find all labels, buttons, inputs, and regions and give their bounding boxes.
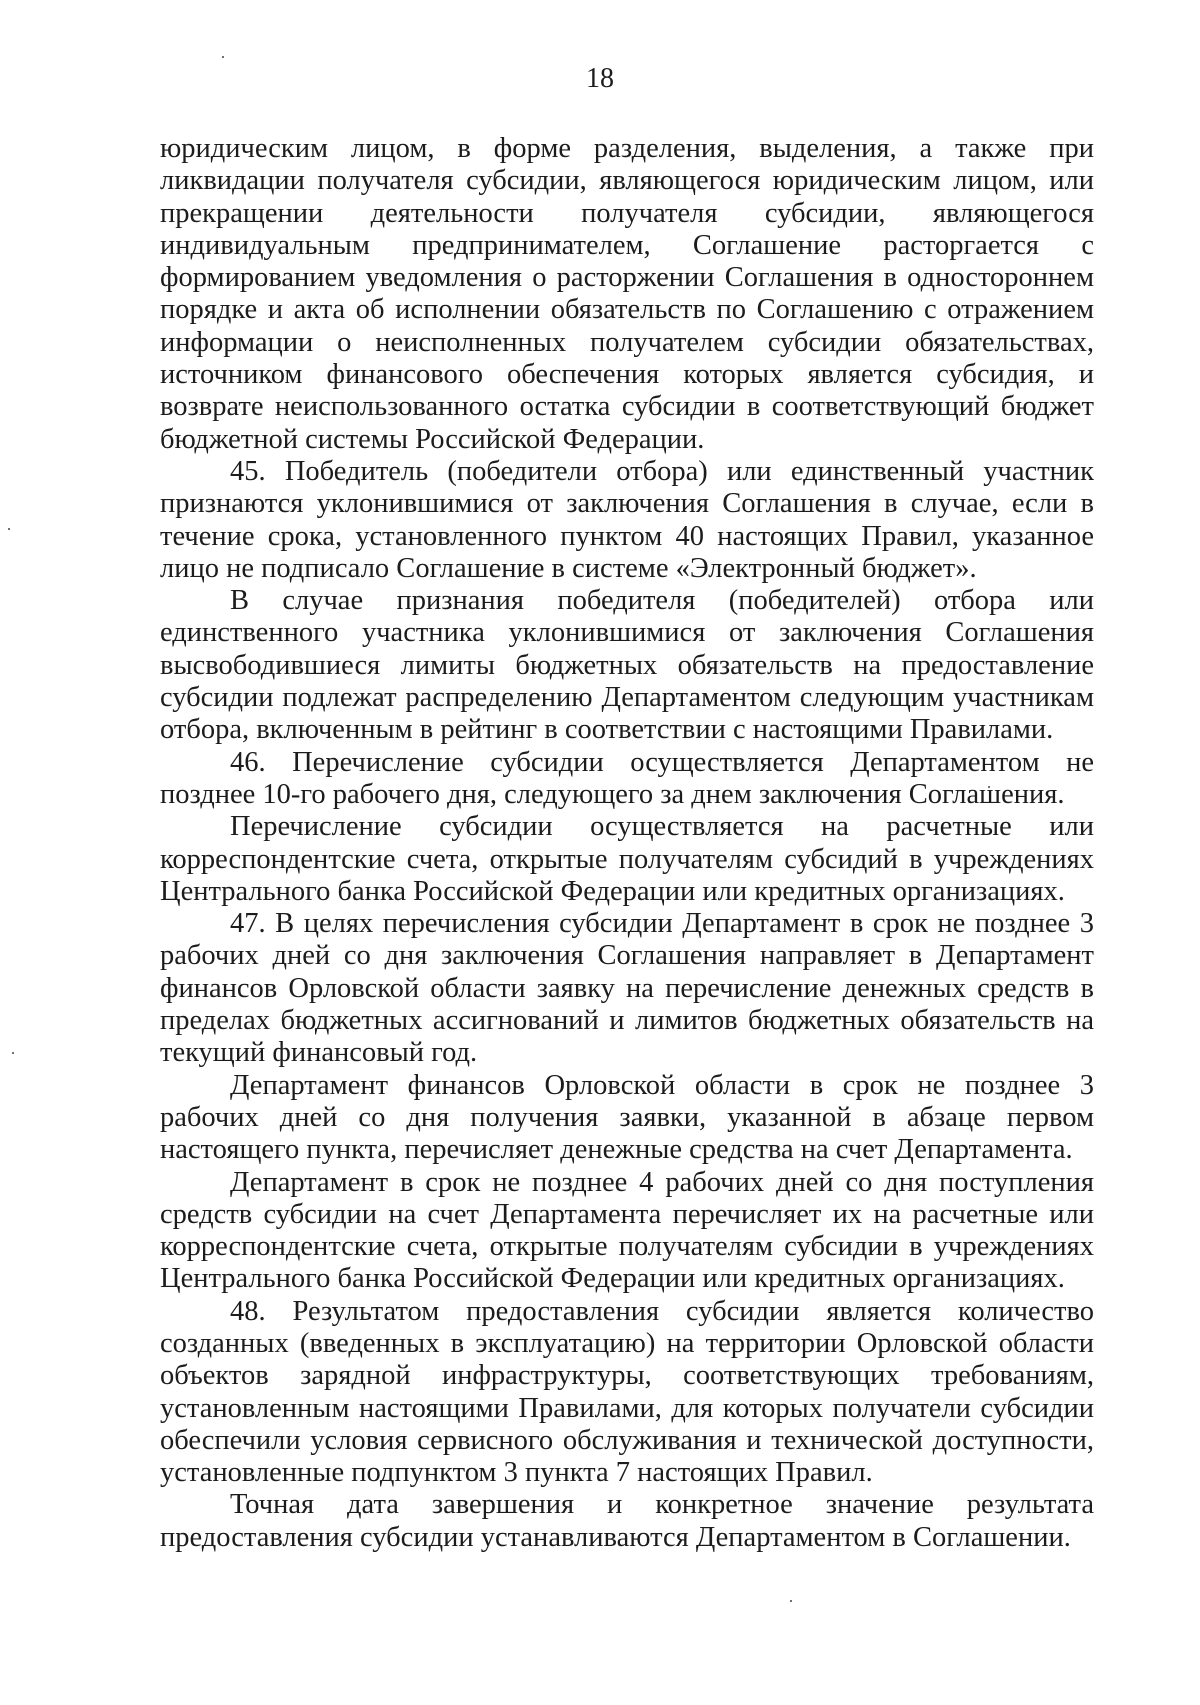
page-number: 18: [586, 63, 614, 94]
paragraph-continuation: юридическим лицом, в форме разделения, выделения, а также при ликвидации получателя субсидии, являющегося юридическим лицом, или прекращении деятельности получателя субсидии, являющегося индивидуальным предпринимателем, Соглашение расторгается с формированием уведомления о расторжении Соглашения в одностороннем порядке и акта об исполнении обязательств по Соглашению с отражением информации о неисполненных получателем субсидии обязательствах, источником финансового обеспечения которых является субсидия, и возврате неиспользованного остатка субсидии в соответствующий бюджет бюджетной системы Российской Федерации.: [160, 133, 1094, 455]
scan-speck: [790, 1600, 792, 1602]
paragraph-item-47: 47. В целях перечисления субсидии Департамент в срок не позднее 3 рабочих дней со дня заключения Соглашения направляет в Департамент финансов Орловской области заявку на перечисление денежных средств в пределах бюджетных ассигнований и лимитов бюджетных обязательств на текущий финансовый год.: [160, 908, 1094, 1069]
paragraph-item-47-clause-1: Департамент финансов Орловской области в срок не позднее 3 рабочих дней со дня получения заявки, указанной в абзаце первом настоящего пункта, перечисляет денежные средства на счет Департамента.: [160, 1069, 1094, 1166]
paragraph-item-48-clause: Точная дата завершения и конкретное значение результата предоставления субсидии устанавливаются Департаментом в Соглашении.: [160, 1489, 1094, 1553]
scan-speck: [222, 56, 224, 58]
paragraph-item-46: 46. Перечисление субсидии осуществляется Департаментом не позднее 10-го рабочего дня, следующего за днем заключения Соглашения.: [160, 746, 1094, 810]
scan-speck: [8, 528, 10, 530]
document-body: [160, 133, 1094, 1554]
paragraph-item-46-clause: Перечисление субсидии осуществляется на расчетные или корреспондентские счета, открытые получателям субсидий в учреждениях Центрального банка Российской Федерации или кредитных организациях.: [160, 811, 1094, 907]
paragraph-item-48: 48. Результатом предоставления субсидии является количество созданных (введенных в эксплуатацию) на территории Орловской области объектов зарядной инфраструктуры, соответствующих требованиям, установленным настоящими Правилами, для которых получатели субсидии обеспечили условия сервисного обслуживания и технической доступности, установленные подпунктом 3 пункта 7 настоящих Правил.: [160, 1295, 1094, 1489]
paragraph-item-47-clause-2: Департамент в срок не позднее 4 рабочих дней со дня поступления средств субсидии на счет Департамента перечисляет их на расчетные или корреспондентские счета, открытые получателям субсидии в учреждениях Центрального банка Российской Федерации или кредитных организациях.: [160, 1166, 1094, 1295]
scan-speck: [12, 1052, 14, 1054]
paragraph-item-45: 45. Победитель (победители отбора) или единственный участник признаются уклонившимися от заключения Соглашения в случае, если в течение срока, установленного пунктом 40 настоящих Правил, указанное лицо не подписало Соглашение в системе «Электронный бюджет».: [160, 455, 1094, 584]
paragraph-item-45-clause: В случае признания победителя (победителей) отбора или единственного участника уклонившимися от заключения Соглашения высвободившиеся лимиты бюджетных обязательств на предоставление субсидии подлежат распределению Департаментом следующим участникам отбора, включенным в рейтинг в соответствии с настоящими Правилами.: [160, 585, 1094, 746]
